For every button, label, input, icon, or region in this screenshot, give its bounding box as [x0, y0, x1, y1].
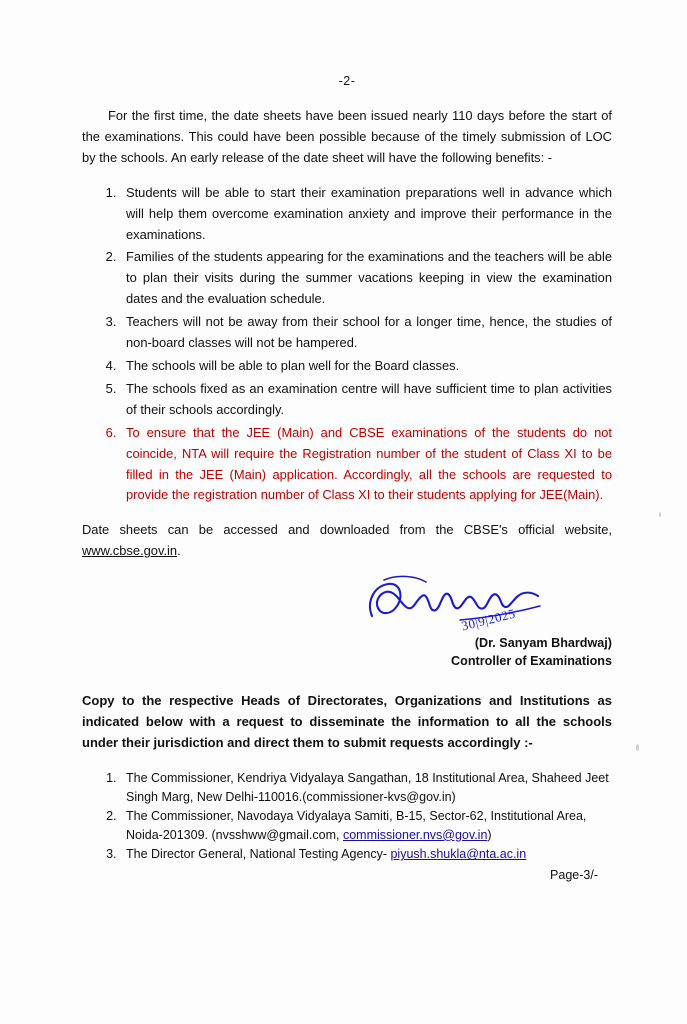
- page-marker: -2-: [338, 74, 356, 88]
- handwritten-signature: [364, 572, 554, 642]
- website-note-suffix: .: [177, 543, 181, 559]
- signer-details: [82, 634, 612, 671]
- intro-paragraph: [82, 106, 612, 169]
- page-footer: Page-3/-: [550, 867, 598, 882]
- list-item: [120, 807, 612, 844]
- list-item: 1. Students will be able to start their examination preparations well in advance which will help them overcome examination anxiety and improve their performance in the examinations.: [120, 183, 612, 246]
- list-item: 4. The schools will be able to plan well for the Board classes.: [120, 356, 612, 377]
- signer-name: (Dr. Sanyam Bhardwaj): [474, 636, 612, 651]
- document-content: [82, 0, 612, 882]
- list-item: 3. Teachers will not be away from their school for a longer time, hence, the studies of non-board classes will not be hampered.: [120, 312, 612, 354]
- recipient-text-after: ): [487, 827, 492, 842]
- recipient-text: The Commissioner, Navodaya Vidyalaya Samiti, B-15, Sector-62, Institutional Area, Noida-201309. (nvsshww@gmail.com,: [126, 809, 587, 842]
- signer-title: Controller of Examinations: [451, 654, 612, 669]
- list-item: [120, 845, 612, 864]
- paper-speck: [659, 512, 661, 517]
- email-link[interactable]: piyush.shukla@nta.ac.in: [390, 847, 527, 862]
- paper-speck: [636, 744, 639, 751]
- list-item: [120, 769, 612, 806]
- list-item-highlighted: 6. To ensure that the JEE (Main) and CBSE examinations of the students do not coincide, NTA will require the Registration number of the student of Class XI to be filled in the JEE (Main) application. Accordingly, all the schools are requested to provide the registration number of Class XI to their students applying for JEE(Main).: [120, 423, 612, 507]
- recipients-list: [82, 769, 612, 864]
- recipient-text: The Director General, National Testing Agency-: [126, 847, 391, 862]
- list-item: 2. Families of the students appearing for the examinations and the teachers will be able to plan their visits during the summer vacations keeping in view the examination dates and the evaluation schedule.: [120, 247, 612, 310]
- signature-date: 30|9|2025: [459, 605, 517, 634]
- cbse-website-link[interactable]: www.cbse.gov.in: [82, 543, 178, 559]
- recipient-text: The Commissioner, Kendriya Vidyalaya Sangathan, 18 Institutional Area, Shaheed Jeet Singh Marg, New Delhi-110016.(commissioner-kvs@gov.in): [126, 771, 609, 804]
- email-link[interactable]: commissioner.nvs@gov.in: [342, 827, 488, 842]
- signature-block: [82, 572, 612, 668]
- list-item: 5. The schools fixed as an examination centre will have sufficient time to plan activities of their schools accordingly.: [120, 379, 612, 421]
- copy-to-paragraph: Copy to the respective Heads of Directorates, Organizations and Institutions as indicated below with a request to disseminate the information to all the schools under their jurisdiction and direct them to submit requests accordingly :-: [82, 693, 612, 751]
- website-note: [82, 520, 612, 562]
- benefits-list: [82, 183, 612, 507]
- website-note-prefix: Date sheets can be accessed and downloaded from the CBSE's official website,: [82, 522, 612, 538]
- intro-paragraph-text: For the first time, the date sheets have been issued nearly 110 days before the start of the examinations. This could have been possible because of the timely submission of LOC by the schools. An early release of the date sheet will have the following benefits: -: [82, 108, 612, 165]
